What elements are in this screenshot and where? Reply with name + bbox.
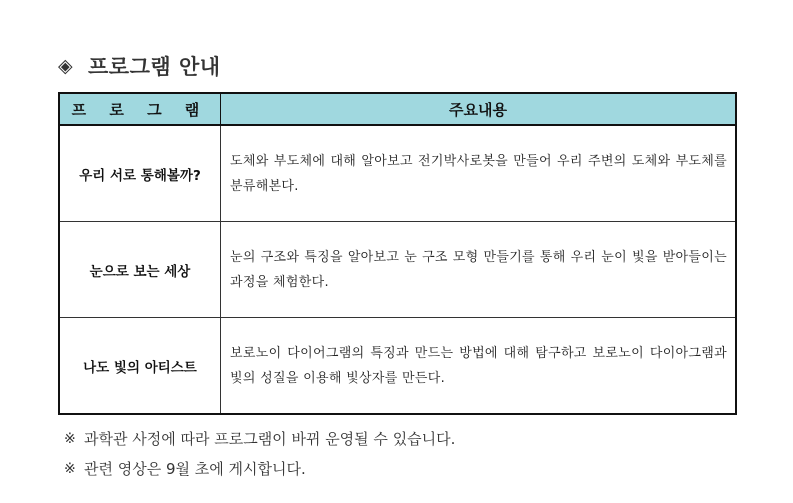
- program-table: [58, 92, 737, 415]
- program-name: 우리 서로 통해볼까?: [59, 125, 221, 222]
- note-text: 과학관 사정에 따라 프로그램이 바뀌 운영될 수 있습니다.: [84, 430, 456, 448]
- note-item: [64, 424, 455, 454]
- program-name: 나도 빛의 아티스트: [59, 318, 221, 415]
- table-row: [59, 222, 736, 318]
- note-text: 관련 영상은 9월 초에 게시합니다.: [84, 460, 306, 478]
- diamond-icon: ◈: [58, 55, 74, 77]
- column-header-program: 프 로 그 램: [59, 93, 221, 125]
- reference-mark-icon: ※: [64, 461, 76, 477]
- note-item: [64, 454, 455, 484]
- table-row: [59, 318, 736, 415]
- program-description: 보로노이 다이어그램의 특징과 만드는 방법에 대해 탐구하고 보로노이 다이아그램과 빛의 성질을 이용해 빛상자를 만든다.: [221, 318, 737, 415]
- column-header-content: 주요내용: [221, 93, 737, 125]
- program-name: 눈으로 보는 세상: [59, 222, 221, 318]
- section-heading: [58, 50, 221, 82]
- program-description: 눈의 구조와 특징을 알아보고 눈 구조 모형 만들기를 통해 우리 눈이 빛을 받아들이는 과정을 체험한다.: [221, 222, 737, 318]
- program-description: 도체와 부도체에 대해 알아보고 전기박사로봇을 만들어 우리 주변의 도체와 부도체를 분류해본다.: [221, 125, 737, 222]
- section-title: 프로그램 안내: [88, 55, 221, 79]
- reference-mark-icon: ※: [64, 431, 76, 447]
- notes: [64, 424, 455, 484]
- table-row: [59, 125, 736, 222]
- table-header-row: [59, 93, 736, 125]
